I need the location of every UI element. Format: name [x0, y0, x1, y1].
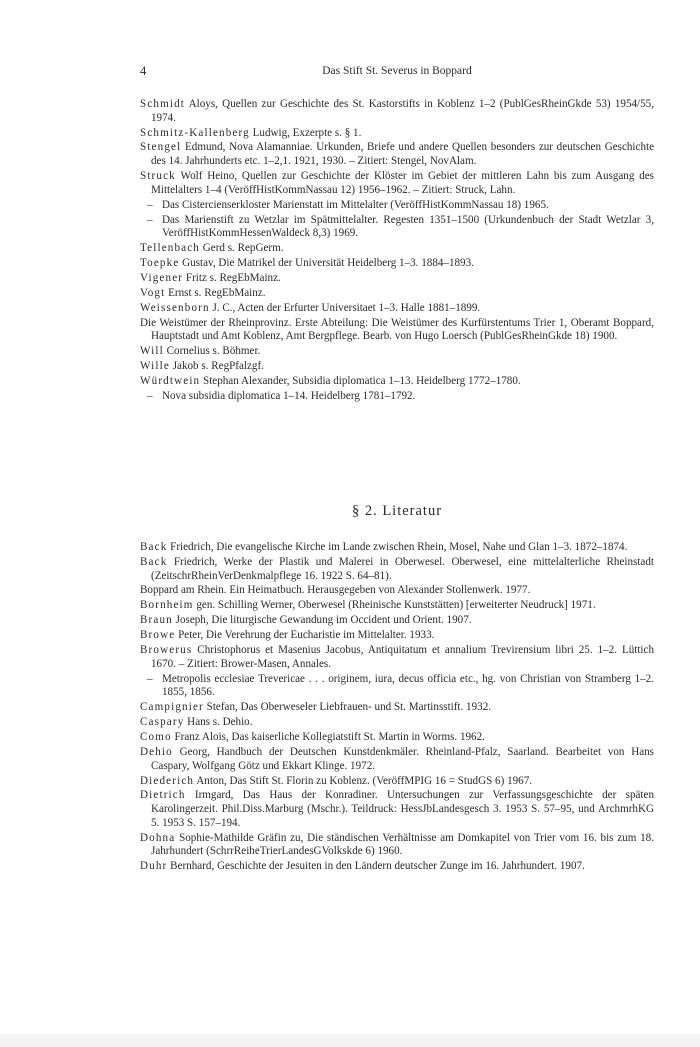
section-heading: § 2. Literatur	[351, 503, 443, 519]
author-name: Dietrich	[140, 789, 186, 802]
bibliography-entry	[140, 599, 654, 613]
bibliography-entry	[140, 214, 654, 241]
author-name: Stengel	[140, 141, 182, 154]
bibliography-entry	[140, 272, 654, 286]
entry-text: Gerd s. RepGerm.	[200, 242, 284, 255]
author-name: Dehio	[140, 745, 173, 758]
bibliography-entry	[140, 345, 654, 359]
entry-text: Hans s. Dehio.	[184, 716, 253, 729]
bibliography-entry	[140, 257, 654, 271]
author-name: Braun	[140, 614, 173, 627]
scan-bottom-edge	[0, 1034, 700, 1047]
author-name: Vogt	[140, 286, 166, 299]
bibliography-entry	[140, 199, 654, 213]
author-name: Como	[140, 731, 172, 744]
bibliography-entry	[140, 390, 654, 404]
entry-text: Edmund, Nova Alamanniae. Urkunden, Briefe und andere Quellen besonders zur deutschen Geschichte des 14. Jahrhunderts etc. 1–2,1. 1921, 1930. – Zitiert: Stengel, NovAlam.	[151, 141, 654, 168]
entry-text: Joseph, Die liturgische Gewandung im Occident und Orient. 1907.	[172, 614, 472, 627]
author-name: Struck	[140, 170, 176, 183]
author-name: Caspary	[140, 716, 185, 729]
entry-text: Friedrich, Werke der Plastik und Malerei in Oberwesel. Oberwesel, eine mittelalterliche Rheinstadt (ZeitschrRheinVerDenkmalpflege 16. 1922 S. 64–81).	[151, 555, 654, 582]
entry-text: Georg, Handbuch der Deutschen Kunstdenkmäler. Rheinland-Pfalz, Saarland. Bearbeitet von Hans Caspary, Wolfgang Götz und Ekkart Klinge. 1972.	[151, 745, 654, 772]
literature-list	[140, 541, 654, 875]
entry-text: Anton, Das Stift St. Florin zu Koblenz. (VeröffMPIG 16 = StudGS 6) 1967.	[194, 774, 533, 787]
entry-text: Ernst s. RegEbMainz.	[165, 286, 266, 299]
author-name: Würdtwein	[140, 374, 201, 387]
bibliography-entry	[140, 242, 654, 256]
entry-text: Irmgard, Das Haus der Konradiner. Untersuchungen zur Verfassungsgeschichte der späten Karolingerzeit. Phil.Diss.Marburg (Mschr.). Teildruck: HessJbLandesgesch 3. 1953 S. 57–95, und ArchmrhKG 5. 1953 S. 157–194.	[151, 789, 654, 829]
source-list	[140, 98, 654, 405]
bibliography-entry	[140, 141, 654, 168]
bibliography-entry	[140, 360, 654, 374]
bibliography-entry	[140, 746, 654, 773]
bibliography-entry	[140, 701, 654, 715]
author-name: Campignier	[140, 701, 204, 714]
entry-text: Stefan, Das Oberweseler Liebfrauen- und St. Martinsstift. 1932.	[203, 701, 492, 714]
bibliography-entry	[140, 673, 654, 700]
author-name: Weissenborn	[140, 301, 210, 314]
bibliography-entry	[140, 302, 654, 316]
entry-text: Christophorus et Masenius Jacobus, Antiquitatum et annalium Trevirensium libri 25. 1–2. Lüttich 1670. – Zitiert: Brower-Masen, Annales.	[151, 644, 654, 670]
entry-text: Peter, Die Verehrung der Eucharistie im Mittelalter. 1933.	[175, 629, 435, 642]
entry-text: Ludwig, Exzerpte s. § 1.	[249, 126, 362, 139]
entry-text: Jakob s. RegPfalzgf.	[169, 360, 264, 373]
bibliography-entry	[140, 775, 654, 789]
page-number: 4	[140, 64, 147, 78]
author-name: Duhr	[140, 860, 168, 873]
entry-text: Gustav, Die Matrikel der Universität Heidelberg 1–3. 1884–1893.	[179, 257, 474, 270]
author-name: Schmidt	[140, 98, 186, 110]
entry-text: Stephan Alexander, Subsidia diplomatica 1–13. Heidelberg 1772–1780.	[200, 374, 521, 387]
bibliography-entry	[140, 287, 654, 301]
bibliography-entry	[140, 584, 654, 598]
bibliography-entry	[140, 789, 654, 830]
author-name: Dohna	[140, 831, 176, 844]
entry-text: Sophie-Mathilde Gräfin zu, Die ständischen Verhältnisse am Domkapitel von Trier vom 16. bis zum 18. Jahrhundert (SchrrReiheTrierLandesGVolkskde 6) 1960.	[151, 831, 654, 858]
entry-text: Das Cistercienserkloster Marienstatt im Mittelalter (VeröffHistKommNassau 18) 1965.	[162, 198, 549, 211]
author-name: Back	[140, 555, 168, 568]
author-name: Tellenbach	[140, 242, 201, 255]
bibliography-entry	[140, 375, 654, 389]
bibliography-entry	[140, 644, 654, 671]
author-name: Browerus	[140, 644, 193, 657]
entry-text: Franz Alois, Das kaiserliche Kollegiatstift St. Martin in Worms. 1962.	[171, 731, 485, 744]
entry-text: Aloys, Quellen zur Geschichte des St. Kastorstifts in Koblenz 1–2 (PublGesRheinGkde 53) 1954/55, 1974.	[151, 98, 654, 124]
ditto-dash: –	[147, 672, 153, 685]
bibliography-entry	[140, 556, 654, 583]
entry-text: J. C., Acten der Erfurter Universitaet 1–3. Halle 1881–1899.	[209, 301, 481, 314]
bibliography-entry	[140, 832, 654, 859]
entry-text: Metropolis ecclesiae Trevericae . . . originem, iura, decus officia etc., hg. von Christian von Stramberg 1–2. 1855, 1856.	[162, 672, 654, 699]
running-title: Das Stift St. Severus in Boppard	[322, 65, 472, 77]
bibliography-entry	[140, 317, 654, 344]
bibliography-entry	[140, 541, 654, 555]
entry-text: Friedrich, Die evangelische Kirche im Lande zwischen Rhein, Mosel, Nahe und Glan 1–3. 1872–1874.	[167, 541, 628, 553]
bibliography-entry	[140, 98, 654, 125]
entry-text: Nova subsidia diplomatica 1–14. Heidelberg 1781–1792.	[162, 389, 416, 402]
author-name: Diederich	[140, 774, 195, 787]
author-name: Bornheim	[140, 599, 194, 612]
ditto-dash: –	[147, 389, 153, 402]
entry-text: Die Weistümer der Rheinprovinz. Erste Abteilung: Die Weistümer des Kurfürstentums Trier 1, Oberamt Boppard, Hauptstadt und Amt Koblenz, Amt Bergpflege. Bearb. von Hugo Loersch (PublGesRheinGkde 18) 1900.	[140, 316, 654, 343]
ditto-dash: –	[147, 213, 153, 226]
bibliography-entry	[140, 731, 654, 745]
author-name: Will	[140, 345, 164, 358]
page-header	[140, 64, 654, 84]
ditto-dash: –	[147, 198, 153, 211]
bibliography-entry	[140, 614, 654, 628]
author-name: Wille	[140, 360, 170, 373]
author-name: Vigener	[140, 271, 184, 284]
author-name: Back	[140, 541, 168, 553]
entry-text: Cornelius s. Böhmer.	[163, 345, 261, 358]
entry-text: gen. Schilling Werner, Oberwesel (Rheinische Kunststätten) [erweiterter Neudruck] 1971.	[193, 599, 596, 612]
entry-text: Fritz s. RegEbMainz.	[183, 271, 281, 284]
bibliography-entry	[140, 170, 654, 197]
bibliography-entry	[140, 629, 654, 643]
entry-text: Boppard am Rhein. Ein Heimatbuch. Herausgegeben von Alexander Stollenwerk. 1977.	[140, 584, 531, 597]
author-name: Toepke	[140, 257, 180, 270]
bibliography-entry	[140, 716, 654, 730]
bibliography-entry	[140, 127, 654, 141]
author-name: Browe	[140, 629, 176, 642]
entry-text: Das Marienstift zu Wetzlar im Spätmittelalter. Regesten 1351–1500 (Urkundenbuch der Stadt Wetzlar 3, VeröffHistKommHessenWaldeck 8,3) 1969.	[162, 213, 654, 240]
author-name: Schmitz-Kallenberg	[140, 126, 250, 139]
entry-text: Wolf Heino, Quellen zur Geschichte der Klöster im Gebiet der mittleren Lahn bis zum Ausgang des Mittelalters 1–4 (VeröffHistKommNassau 12) 1956–1962. – Zitiert: Struck, Lahn.	[151, 170, 654, 196]
bibliography-entry	[140, 860, 654, 874]
entry-text: Bernhard, Geschichte der Jesuiten in den Ländern deutscher Zunge im 16. Jahrhundert. 1907.	[167, 860, 585, 873]
